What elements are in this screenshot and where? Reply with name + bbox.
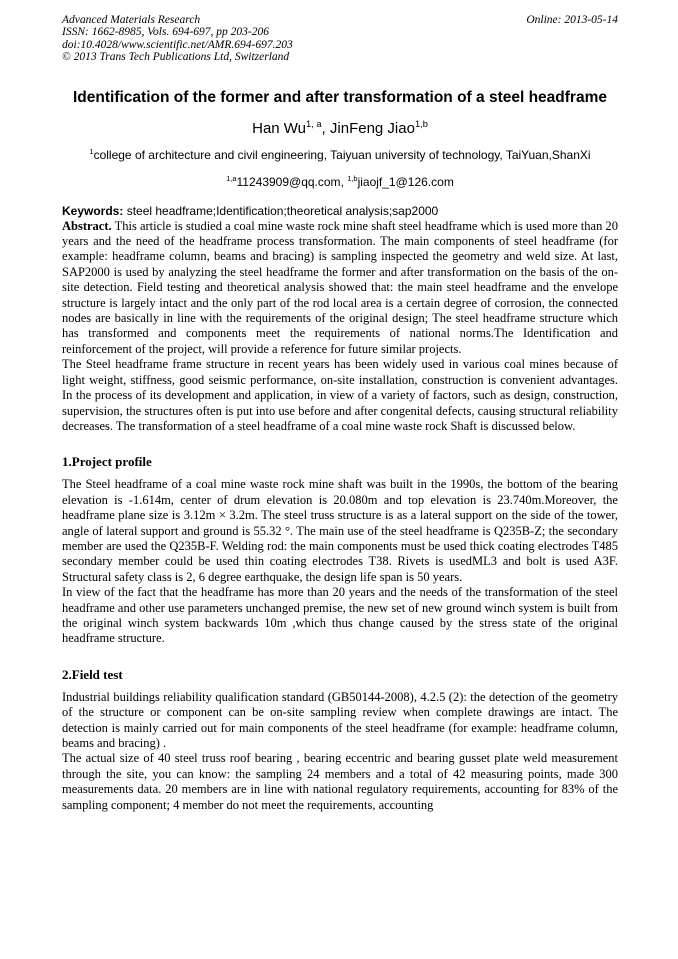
abstract-label: Abstract. (62, 218, 112, 233)
intro-paragraph: The Steel headframe frame structure in recent years has been widely used in various coal mines because of light weight, stiffness, good seismic performance, on-site installation, construction is convenient advantages. In the process of its development and application, in view of a variety of factors, such as design, construction, supervision, the structures often is put into use before and after congenital defects, causing structural reliability decreases. The transformation of a steel headframe of a coal mine waste rock Shaft is discussed below. (62, 357, 618, 433)
email1-address: 11243909@qq.com (236, 174, 341, 189)
authors-separator: , (321, 119, 330, 137)
email2-sup: 1,b (347, 173, 358, 183)
abstract-paragraph (62, 219, 618, 358)
paper-title: Identification of the former and after transformation of a steel headframe (73, 88, 607, 106)
copyright-line: © 2013 Trans Tech Publications Ltd, Switzerland (62, 51, 290, 64)
issn-volume-pages-line: ISSN: 1662-8985, Vols. 694-697, pp 203-206 (62, 26, 269, 39)
section1-paragraph-2: In view of the fact that the headframe has more than 20 years and the needs of the transformation of the steel headframe and other use parameters unchanged premise, the new set of new ground winch system is built from the original winch system backwards 10m ,which thus change caused by the stress state of the original headframe structure. (62, 585, 618, 646)
keywords-label: Keywords: (62, 203, 124, 218)
email1-sup: 1,a (226, 173, 237, 183)
section1-paragraph-1: The Steel headframe of a coal mine waste rock mine shaft was built in the 1990s, the bottom of the bearing elevation is -1.614m, center of drum elevation is 20.080m and top elevation is 23.740m.Moreover, the headframe plane size is 3.12m × 3.2m. The steel truss structure is as a lateral support on the side of the tower, angle of lateral support and ground is 55.32 °. The main use of the steel headframe is Q235B-Z; the secondary member are used the Q235B-F. Welding rod: the main components must be used thick coating electrodes T485 secondary member could be used thin coating electrodes T38. Rivets is usedML3 and bolt is used A3F. Structural safety class is 2, 6 degree earthquake, the design life span is 50 years. (62, 477, 618, 584)
authors-line (62, 119, 618, 138)
author2-sup: 1,b (414, 118, 428, 129)
author1-sup: 1, a (306, 118, 322, 129)
email2-address: jiaojf_1@126.com (357, 174, 454, 189)
abstract-text: This article is studied a coal mine waste rock mine shaft steel headframe which is used more than 20 years and the need of the headframe process transformation. The main components of steel headframe (for example: headframe column, beams and bracing) is sampling inspected the geometry and weld size. At last, SAP2000 is used by analyzing the steel headframe the former and after transformation on the basis of the on-site detection. Field testing and theoretical analysis showed that: the main steel headframe and the envelope structure is largely intact and the only part of the rod local area is a certain degree of corrosion, the connected nodes are basically in line with the requirements of the original design; The steel headframe structure which has transformed and components meet the requirements of national norms.The Identification and reinforcement of the project, will provide a reference for future similar projects. (62, 218, 618, 356)
journal-name: Advanced Materials Research (62, 14, 201, 26)
keywords-text: steel headframe;Identification;theoretical analysis;sap2000 (123, 203, 439, 218)
online-date: Online: 2013-05-14 (526, 14, 618, 26)
publication-header (62, 14, 618, 64)
section-heading-field-test: 2.Field test (62, 666, 123, 682)
affiliation-text: college of architecture and civil engineering, Taiyuan university of technology, TaiYuan,ShanXi (93, 147, 591, 162)
doi-line: doi:10.4028/www.scientific.net/AMR.694-697.203 (62, 38, 293, 51)
section-heading-project-profile: 1.Project profile (62, 454, 152, 470)
keywords-line (62, 204, 618, 219)
emails-separator: , (340, 174, 348, 189)
section-field-test (62, 667, 618, 813)
author2-name: JinFeng Jiao (329, 119, 415, 137)
author1-name: Han Wu (252, 119, 307, 137)
affiliation-sup: 1 (89, 146, 94, 156)
section2-paragraph-2: The actual size of 40 steel truss roof bearing , bearing eccentric and bearing gusset plate weld measurement through the site, you can know: the sampling 24 members and a total of 42 measuring points, made 300 measurements data. 20 members are in line with national regulatory requirements, accounting for 83% of the sampling component; 4 member do not meet the requirements, accounting (62, 751, 618, 812)
publication-info-block (62, 14, 293, 64)
emails-line (62, 175, 618, 190)
section-project-profile (62, 454, 618, 646)
section2-paragraph-1: Industrial buildings reliability qualification standard (GB50144-2008), 4.2.5 (2): the detection of the geometry of the structure or component can be on-site sampling review when complete drawings are intact. The detection is mainly carried out for main components of the steel headframe (for example: headframe column, beams and bracing) . (62, 689, 618, 750)
affiliation-line (62, 148, 618, 163)
